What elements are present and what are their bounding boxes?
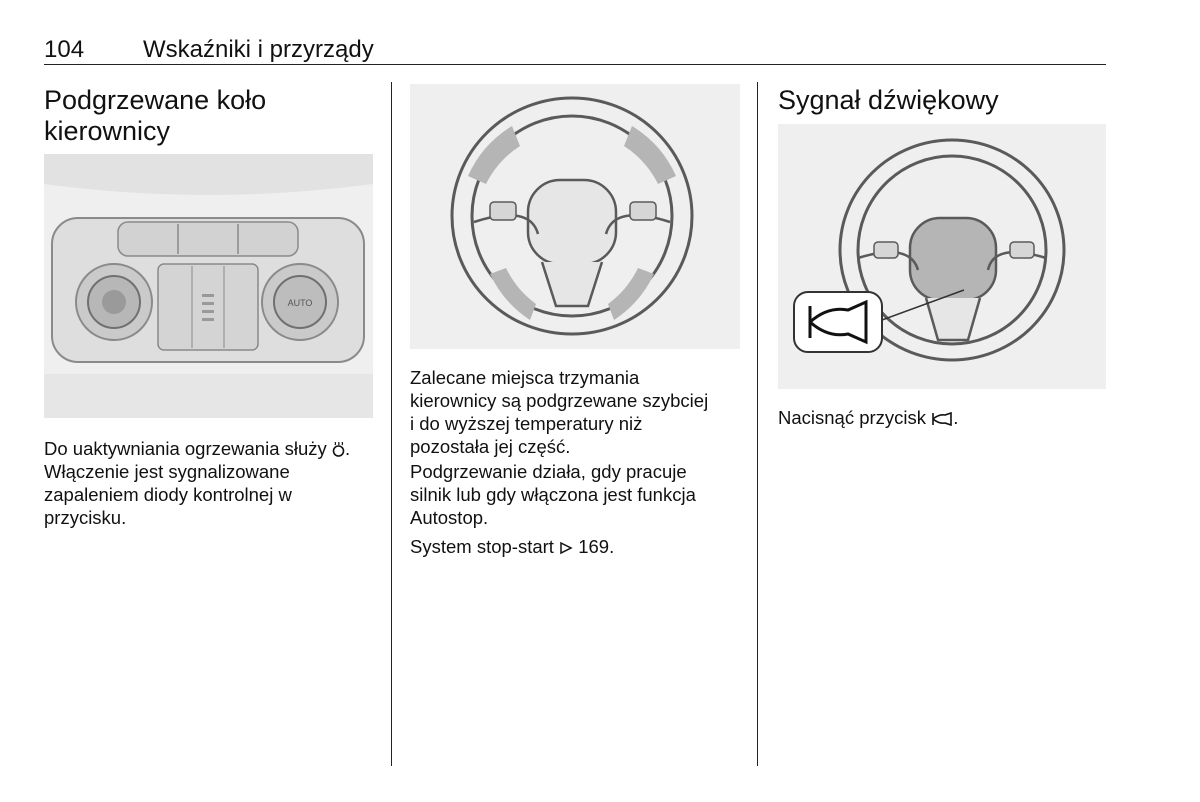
climate-control-panel-figure [44, 154, 373, 418]
horn-instruction-text: Nacisnąć przycisk [778, 407, 932, 428]
auto-button-label: AUTO [287, 298, 313, 308]
text-indicator: . Włączenie jest sygnalizowane zapaleniem diody kontrolnej w przycisku. [44, 438, 351, 528]
column-divider [391, 82, 392, 766]
horn-icon [931, 412, 953, 426]
steering-wheel-horn-figure [778, 124, 1106, 389]
section-title: Wskaźniki i przyrządy [143, 36, 374, 63]
heated-steering-wheel-icon [332, 442, 345, 457]
page-reference-arrow-icon [559, 541, 573, 555]
paragraph-operation-conditions: Podgrzewanie działa, gdy pracuje silnik lub gdy włączona jest funkcja Autostop. [410, 461, 696, 528]
paragraph-heated-wheel-activation [44, 437, 374, 529]
paragraph-stop-start-reference [410, 535, 750, 558]
horn-instruction-end: . [953, 407, 959, 428]
heading-horn: Sygnał dźwiękowy [778, 85, 999, 115]
page-number: 104 [44, 36, 85, 63]
heading-heated-steering-wheel: Podgrzewane koło kierownicy [44, 85, 267, 146]
stop-start-text: System stop-start [410, 536, 560, 557]
paragraph-heating-zones: Zalecane miejsca trzymania kierownicy są podgrzewane szybciej i do wyższej temperatury niż pozostała jej część. [410, 367, 709, 457]
page-reference-link[interactable]: 169. [578, 536, 615, 557]
paragraph-horn-instruction [778, 406, 1098, 429]
text-activation: Do uaktywniania ogrzewania służy [44, 438, 332, 459]
column-divider [757, 82, 758, 766]
steering-wheel-heated-zones-figure [410, 84, 740, 349]
header-rule [44, 64, 1106, 65]
